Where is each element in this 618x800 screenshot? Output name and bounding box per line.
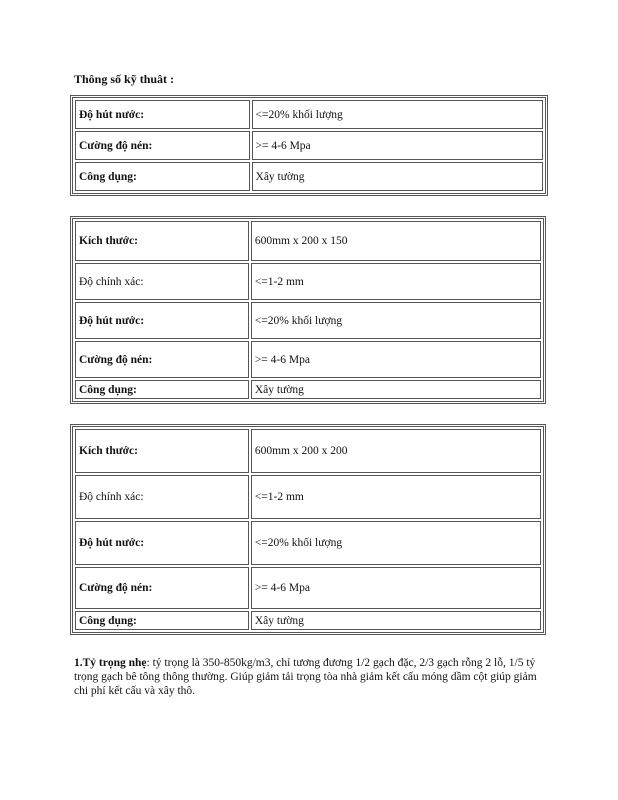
table-row	[75, 341, 541, 378]
table-row	[75, 302, 541, 339]
row-label: Kích thước:	[75, 429, 249, 473]
row-value: >= 4-6 Mpa	[251, 341, 541, 378]
row-label: Cường độ nén:	[75, 131, 250, 160]
row-label: Độ chính xác:	[75, 475, 249, 519]
table-row	[75, 263, 541, 300]
row-value: 600mm x 200 x 200	[251, 429, 541, 473]
table-row	[75, 611, 541, 630]
table-row	[75, 521, 541, 565]
table-row	[75, 221, 541, 261]
row-value: <=1-2 mm	[251, 475, 541, 519]
row-value: <=20% khối lượng	[252, 100, 543, 129]
row-value: <=20% khối lượng	[251, 521, 541, 565]
spec-table-1	[72, 97, 546, 194]
row-value: Xây tường	[251, 611, 541, 630]
row-value: Xây tường	[252, 162, 543, 191]
spec-table-3	[72, 426, 544, 633]
row-label: Độ hút nước:	[75, 100, 250, 129]
note-text: : tỷ trọng là 350-850kg/m3, chỉ tương đương 1/2 gạch đặc, 2/3 gạch rỗng 2 lỗ, 1/5 tỷ trọng gạch bê tông thông thường. Giúp giảm tải trọng tòa nhà giảm kết cấu móng dầm cột giúp giảm chi phí kết cấu và xây thô.	[74, 657, 537, 697]
note-paragraph	[74, 656, 550, 698]
row-label: Cường độ nén:	[75, 341, 249, 378]
row-label: Độ hút nước:	[75, 521, 249, 565]
row-value: 600mm x 200 x 150	[251, 221, 541, 261]
note-title: 1.Tỷ trọng nhẹ	[74, 657, 147, 669]
row-value: >= 4-6 Mpa	[251, 567, 541, 609]
row-label: Độ hút nước:	[75, 302, 249, 339]
row-label: Công dụng:	[75, 380, 249, 399]
table-row	[75, 162, 543, 191]
page-title: Thông số kỹ thuât :	[74, 72, 175, 86]
row-label: Kích thước:	[75, 221, 249, 261]
table-row	[75, 100, 543, 129]
table-row	[75, 380, 541, 399]
row-label: Công dụng:	[75, 162, 250, 191]
row-label: Cường độ nén:	[75, 567, 249, 609]
table-row	[75, 567, 541, 609]
spec-table-2	[72, 218, 544, 402]
table-row	[75, 131, 543, 160]
row-value: Xây tường	[251, 380, 541, 399]
row-value: >= 4-6 Mpa	[252, 131, 543, 160]
table-row	[75, 475, 541, 519]
row-value: <=20% khối lượng	[251, 302, 541, 339]
row-label: Độ chính xác:	[75, 263, 249, 300]
row-value: <=1-2 mm	[251, 263, 541, 300]
table-row	[75, 429, 541, 473]
row-label: Công dụng:	[75, 611, 249, 630]
